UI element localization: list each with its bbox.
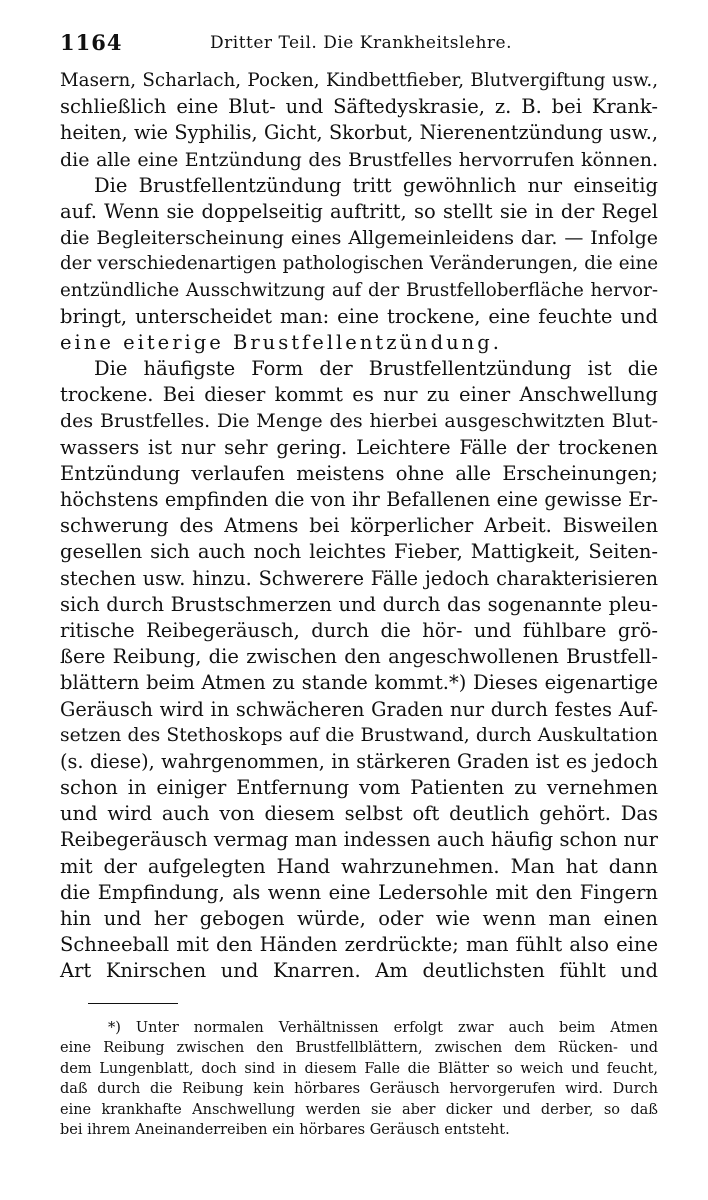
footnote-line: eine krankhafte Anschwellung werden sie aber dicker und derber, so daß [60,1101,658,1118]
running-head: Dritter Teil. Die Krankheitslehre. [210,33,512,53]
book-page [60,30,658,1141]
text-line: hin und her gebogen würde, oder wie wenn man einen [60,907,658,930]
text-line: entzündliche Ausschwitzung auf der Brustfelloberfläche hervor- [60,279,658,301]
text-line: sich durch Brustschmerzen und durch das sogenannte pleu- [60,592,658,616]
footnote-line: daß durch die Reibung kein hörbares Geräusch hervorgerufen wird. Durch [60,1081,658,1098]
text-line: bringt, unterscheidet man: eine trockene, eine feuchte und [60,304,658,328]
text-line: schwerung des Atmens bei körperlicher Arbeit. Bisweilen [60,514,658,538]
text-line: trockene. Bei dieser kommt es nur zu einer Anschwellung [60,383,658,407]
text-line: stechen usw. hinzu. Schwerere Fälle jedoch charakterisieren [60,566,658,590]
text-line: Entzündung verlaufen meistens ohne alle Erscheinungen; [60,461,658,485]
text-line: eine eiterige Brustfellentzündung. [60,330,502,354]
text-line: schließlich eine Blut- und Säftedyskrasie, z. B. bei Krank- [60,95,658,119]
text-line: und wird auch von diesem selbst oft deutlich gehört. Das [60,802,658,826]
text-line: die Empfindung, als wenn eine Ledersohle mit den Fingern [60,880,658,904]
text-line: Reibegeräusch vermag man indessen auch häufig schon nur [60,828,658,852]
text-line: setzen des Stethoskops auf die Brustwand, durch Auskultation [60,724,658,746]
footnote-line: bei ihrem Aneinanderreiben ein hörbares Geräusch entsteht. [60,1122,510,1139]
text-line: heiten, wie Syphilis, Gicht, Skorbut, Nierenentzündung usw., [60,121,658,145]
text-line: Art Knirschen und Knarren. Am deutlichsten fühlt und [60,959,658,983]
text-line: Schneeball mit den Händen zerdrückte; man fühlt also eine [60,933,658,957]
text-line: die alle eine Entzündung des Brustfelles hervorrufen können. [60,148,658,171]
footnote-line: eine Reibung zwischen den Brustfellblättern, zwischen dem Rücken- und [60,1040,658,1057]
text-line: des Brustfelles. Die Menge des hierbei ausgeschwitzten Blut- [60,410,658,433]
body-text [60,68,658,985]
text-line: auf. Wenn sie doppelseitig auftritt, so stellt sie in der Regel [60,199,658,223]
text-line: schon in einiger Entfernung vom Patienten zu vernehmen [60,776,658,800]
page-number: 1164 [60,30,123,55]
text-line: die Begleiterscheinung eines Allgemeinleidens dar. — Infolge [60,227,658,250]
footnote [60,1018,658,1141]
text-line: ritische Reibegeräusch, durch die hör- und fühlbare grö- [60,618,658,642]
text-line: höchstens empfinden die von ihr Befallenen eine gewisse Er- [60,488,658,511]
paragraph-start-line: Die häufigste Form der Brustfellentzündung ist die [94,357,658,381]
footnote-line: dem Lungenblatt, doch sind in diesem Falle die Blätter so weich und feucht, [60,1060,658,1077]
footnote-divider [88,1003,178,1004]
text-line: ßere Reibung, die zwischen den angeschwollenen Brustfell- [60,645,658,669]
text-line: gesellen sich auch noch leichtes Fieber, Mattigkeit, Seiten- [60,540,658,564]
text-line: mit der aufgelegten Hand wahrzunehmen. Man hat dann [60,854,658,878]
text-line: blättern beim Atmen zu stande kommt.*) Dieses eigenartige [60,671,658,695]
text-line: (s. diese), wahrgenommen, in stärkeren Graden ist es jedoch [60,749,658,773]
paragraph-start-line: Die Brustfellentzündung tritt gewöhnlich nur einseitig [94,173,658,197]
page-header [60,30,658,62]
text-line: Masern, Scharlach, Pocken, Kindbettfieber, Blutvergiftung usw., [60,70,658,91]
footnote-line: *) Unter normalen Verhältnissen erfolgt zwar auch beim Atmen [108,1019,658,1036]
text-line: wassers ist nur sehr gering. Leichtere Fälle der trockenen [60,435,658,459]
text-line: der verschiedenartigen pathologischen Veränderungen, die eine [60,253,658,275]
text-line: Geräusch wird in schwächeren Graden nur durch festes Auf- [60,697,658,721]
